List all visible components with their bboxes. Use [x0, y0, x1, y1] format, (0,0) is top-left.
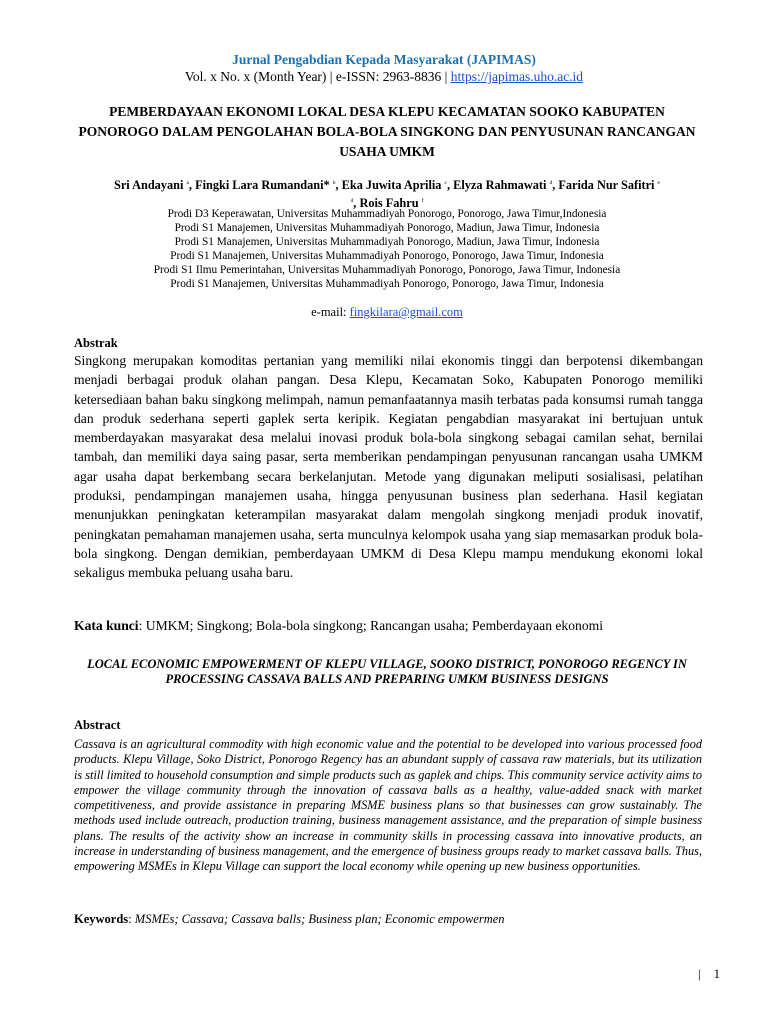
kata-kunci-value: : UMKM; Singkong; Bola-bola singkong; Rancangan usaha; Pemberdayaan ekonomi [138, 618, 603, 633]
author-mark: c [444, 180, 447, 186]
page-footer [698, 966, 720, 982]
affiliation-item: Prodi S1 Manajemen, Universitas Muhammadiyah Ponorogo, Madiun, Jawa Timur, Indonesia [174, 222, 600, 234]
abstrak-body: Singkong merupakan komoditas pertanian yang memiliki nilai ekonomis tinggi dan berpotensi dikembangan menjadi berbagai produk olahan pangan. Desa Klepu, Kecamatan Soko, Kabupaten Ponorogo memiliki ketersediaan bahan baku singkong melimpah, namun pemanfaatannya masih terbatas pada konsumsi rumah tangga dan produk sederhana seperti gaplek serta keripik. Kegiatan pengabdian masyarakat ini bertujuan untuk memberdayakan masyarakat desa melalui inovasi produk bola-bola singkong sebagai camilan sehat, bernilai tambah, dan memiliki daya saing pasar, serta memberikan pendampingan penyusunan rancangan usaha UMKM agar usaha dapat berkembang secara berkelanjutan. Metode yang digunakan meliputi sosialisasi, pelatihan produksi, pendampingan manajemen usaha, hingga penyusunan business plan sederhana. Hasil kegiatan menunjukkan peningkatan keterampilan masyarakat dalam mengolah singkong menjadi produk inovatif, peningkatan pemahaman manajemen usaha, serta munculnya kelompok usaha yang siap memasarkan produk bola-bola singkong. Dengan demikian, pemberdayaan UMKM di Desa Klepu mampu mendukung ekonomi lokal sekaligus membuka peluang usaha baru. [74, 353, 703, 581]
author-name: Fingki Lara Rumandani* [195, 178, 330, 193]
keywords-value: MSMEs; Cassava; Cassava balls; Business plan; Economic empowermen [134, 912, 505, 926]
author-mark: b [332, 180, 336, 186]
author-mark: f [421, 198, 424, 205]
keywords: Keywords: MSMEs; Cassava; Cassava balls; Business plan; Economic empowermen [74, 912, 505, 926]
author-name: Elyza Rahmawati [453, 178, 547, 193]
email-label: e-mail: [311, 305, 350, 319]
author-name: Farida Nur Safitri [558, 178, 655, 193]
affiliation-item: Prodi S1 Manajemen, Universitas Muhammadiyah Ponorogo, Ponorogo, Jawa Timur, Indonesia [170, 278, 604, 290]
page-number: 1 [713, 966, 721, 981]
keywords-label: Keywords [74, 912, 129, 926]
kata-kunci [74, 618, 703, 634]
author-name: Eka Juwita Aprilia [341, 178, 442, 193]
journal-url-link[interactable]: https://japimas.uho.ac.id [450, 69, 584, 84]
affiliation-item: Prodi S1 Manajemen, Universitas Muhammadiyah Ponorogo, Ponorogo, Jawa Timur, Indonesia [170, 250, 604, 262]
abstract-body: Cassava is an agricultural commodity with high economic value and the potential to be developed into various processed food products. Klepu Village, Soko District, Ponorogo Regency has an abundant supply of cassava raw materials, but its utilization is still limited to household consumption and simple products such as gaplek and chips. This community service activity aims to empower the village community through the innovation of cassava balls as a healthy, value-added snack with market competitiveness, and provide assistance in preparing MSME business plans so that businesses can grow sustainably. The methods used include outreach, production training, business management assistance, and the preparation of simple business plans. The results of the activity show an increase in community skills in processing cassava into innovative products, an increase in understanding of business management, and the emergence of business groups ready to market cassava balls. Thus, empowering MSMEs in Klepu Village can support the local economy while opening up new business opportunities. [74, 737, 702, 874]
abstract-heading: Abstract [74, 718, 121, 732]
kata-kunci-label: Kata kunci [74, 618, 139, 633]
affiliation-item: Prodi S1 Ilmu Pemerintahan, Universitas Muhammadiyah Ponorogo, Ponorogo, Jawa Timur, Indonesia [153, 264, 621, 276]
author-mark: d [549, 180, 553, 186]
journal-info [0, 69, 768, 85]
author-list: Sri Andayani $^a$, Fingki Lara Rumandani* $^b$, Eka Juwita Aprilia $^c$, Elyza Rahmawati $^d$, Farida Nur Safitri $^e$ $^d$, Rois Fahru $^f$ [114, 178, 660, 211]
email-line [74, 305, 700, 320]
paper-title: PEMBERDAYAAN EKONOMI LOKAL DESA KLEPU KECAMATAN SOOKO KABUPATEN PONOROGO DALAM PENGOLAHAN BOLA-BOLA SINGKONG DAN PENYUSUNAN RANCANGAN USAHA UMKM [78, 104, 696, 159]
affiliation-list [74, 207, 700, 291]
affiliation-item: Prodi D3 Keperawatan, Universitas Muhammadiyah Ponorogo, Ponorogo, Jawa Timur,Indonesia [167, 208, 607, 220]
volume-issn: Vol. x No. x (Month Year) | e-ISSN: 2963-8836 | [184, 69, 451, 84]
author-mark: a [186, 180, 189, 186]
english-title: LOCAL ECONOMIC EMPOWERMENT OF KLEPU VILLAGE, SOOKO DISTRICT, PONOROGO REGENCY IN PROCESSING CASSAVA BALLS AND PREPARING UMKM BUSINESS DESIGNS [87, 657, 687, 686]
abstrak-heading: Abstrak [74, 336, 118, 350]
footer-separator: | [698, 966, 701, 981]
author-mark: e [657, 180, 660, 186]
author-mark: d [350, 198, 354, 205]
author-name: Sri Andayani [114, 178, 184, 193]
journal-name: Jurnal Pengabdian Kepada Masyarakat (JAPIMAS) [232, 52, 536, 67]
affiliation-item: Prodi S1 Manajemen, Universitas Muhammadiyah Ponorogo, Madiun, Jawa Timur, Indonesia [174, 236, 600, 248]
email-link[interactable]: fingkilara@gmail.com [349, 305, 463, 319]
author-name: Rois Fahru [359, 196, 419, 211]
